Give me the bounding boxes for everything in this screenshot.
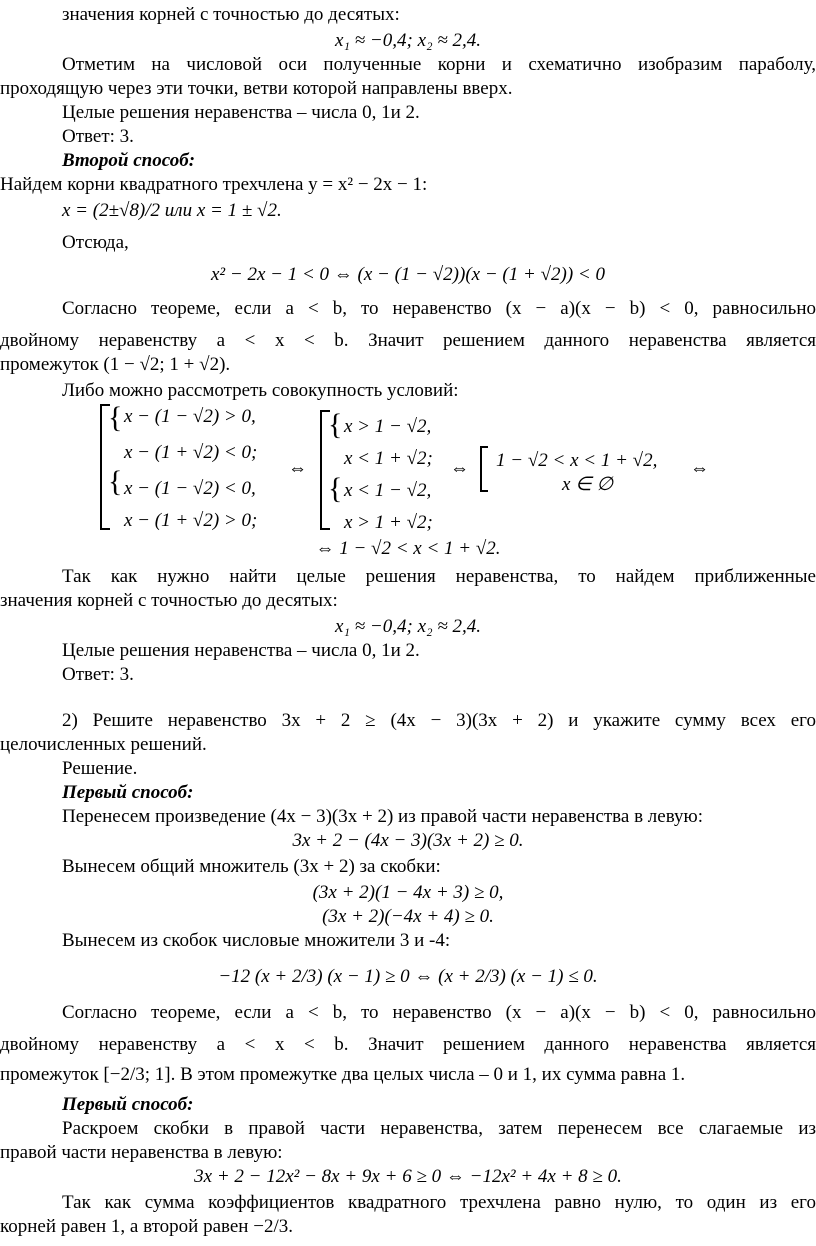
section-heading: Второй способ: xyxy=(62,150,196,171)
text-line: Отметим на числовой оси полученные корни и схематично изобразим параболу, xyxy=(62,54,816,75)
text-line: Согласно теореме, если a < b, то неравенство (x − a)(x − b) < 0, равносильно xyxy=(62,298,816,319)
system-brace: { xyxy=(108,401,123,434)
text-line: двойному неравенству a < x < b. Значит решением данного неравенства является xyxy=(0,1034,816,1055)
condition: x − (1 − √2) < 0, xyxy=(124,478,256,499)
condition: x − (1 + √2) > 0; xyxy=(124,510,258,531)
answer-line: Ответ: 3. xyxy=(62,126,134,147)
condition: x > 1 − √2, xyxy=(344,416,432,437)
text-line: Так как нужно найти целые решения неравенства, то найдем приближенные xyxy=(62,566,816,587)
set-bracket xyxy=(480,446,488,492)
problem-statement: 2) Решите неравенство 3x + 2 ≥ (4x − 3)(3x + 2) и укажите сумму всех его xyxy=(62,710,816,731)
text-line: Найдем корни квадратного трехчлена y = x² − 2x − 1: xyxy=(0,174,428,195)
equivalence-sign: ⇔ xyxy=(288,458,307,479)
text-line: промежуток [−2/3; 1]. В этом промежутке два целых числа – 0 и 1, их сумма равна 1. xyxy=(0,1064,686,1085)
equivalence-sign: ⇔ xyxy=(450,458,469,479)
section-heading: Первый способ: xyxy=(62,1094,194,1115)
condition: x ∈ ∅ xyxy=(562,474,614,495)
formula: (3x + 2)(−4x + 4) ≥ 0. xyxy=(322,906,494,927)
text-line: Перенесем произведение (4x − 3)(3x + 2) из правой части неравенства в левую: xyxy=(62,806,704,827)
answer-line: Ответ: 3. xyxy=(62,664,134,685)
text-line: Целые решения неравенства – числа 0, 1и 2. xyxy=(62,640,420,661)
text-line: Раскроем скобки в правой части неравенства, затем перенесем все слагаемые из xyxy=(62,1118,816,1139)
text-line: целочисленных решений. xyxy=(0,734,207,755)
formula: 3x + 2 − 12x² − 8x + 9x + 6 ≥ 0 ⇔ −12x² + 4x + 8 ≥ 0. xyxy=(194,1166,622,1187)
text-line: значения корней с точностью до десятых: xyxy=(62,4,400,25)
text-line: корней равен 1, а второй равен −2/3. xyxy=(0,1216,293,1237)
condition: x − (1 + √2) < 0; xyxy=(124,442,258,463)
text-line: правой части неравенства в левую: xyxy=(0,1142,283,1163)
formula-roots: x₁ ≈ −0,4; x₂ ≈ 2,4. xyxy=(334,616,482,637)
text-line: Согласно теореме, если a < b, то неравенство (x − a)(x − b) < 0, равносильно xyxy=(62,1002,816,1023)
text-line: значения корней с точностью до десятых: xyxy=(0,590,338,611)
formula-roots: x₁ ≈ −0,4; x₂ ≈ 2,4. xyxy=(334,30,482,51)
section-heading: Первый способ: xyxy=(62,782,194,803)
formula-factored: −12 (x + 2/3) (x − 1) ≥ 0 ⇔ (x + 2/3) (x − 1) ≤ 0. xyxy=(218,966,598,987)
text-line: двойному неравенству a < x < b. Значит решением данного неравенства является xyxy=(0,330,816,351)
formula-result: ⇔ 1 − √2 < x < 1 + √2. xyxy=(315,538,501,559)
text-line: Либо можно рассмотреть совокупность условий: xyxy=(62,380,459,401)
condition: 1 − √2 < x < 1 + √2, xyxy=(496,450,658,471)
text-line: Так как сумма коэффициентов квадратного трехчлена равно нулю, то один из его xyxy=(62,1192,816,1213)
text-line: Вынесем общий множитель (3x + 2) за скобки: xyxy=(62,856,441,877)
system-brace: { xyxy=(328,472,343,505)
formula: 3x + 2 − (4x − 3)(3x + 2) ≥ 0. xyxy=(292,830,524,851)
text-line: Целые решения неравенства – числа 0, 1и 2. xyxy=(62,102,420,123)
formula-roots-quadratic: x = (2±√8)/2 или x = 1 ± √2. xyxy=(62,200,282,221)
condition: x < 1 + √2; xyxy=(344,448,433,469)
system-brace: { xyxy=(108,465,123,498)
formula-factorization: x² − 2x − 1 < 0 ⇔ (x − (1 − √2))(x − (1 + √2)) < 0 xyxy=(211,264,605,285)
condition: x > 1 + √2; xyxy=(344,512,433,533)
text-line: Решение. xyxy=(62,758,138,779)
condition: x < 1 − √2, xyxy=(344,480,432,501)
condition: x − (1 − √2) > 0, xyxy=(124,406,256,427)
text-line: проходящую через эти точки, ветви которой направлены вверх. xyxy=(0,78,513,99)
equivalence-sign: ⇔ xyxy=(690,458,709,479)
formula: (3x + 2)(1 − 4x + 3) ≥ 0, xyxy=(312,882,504,903)
text-line: Отсюда, xyxy=(62,232,129,253)
text-line: Вынесем из скобок числовые множители 3 и -4: xyxy=(62,930,451,951)
text-line: промежуток (1 − √2; 1 + √2). xyxy=(0,354,231,375)
system-brace: { xyxy=(328,408,343,441)
